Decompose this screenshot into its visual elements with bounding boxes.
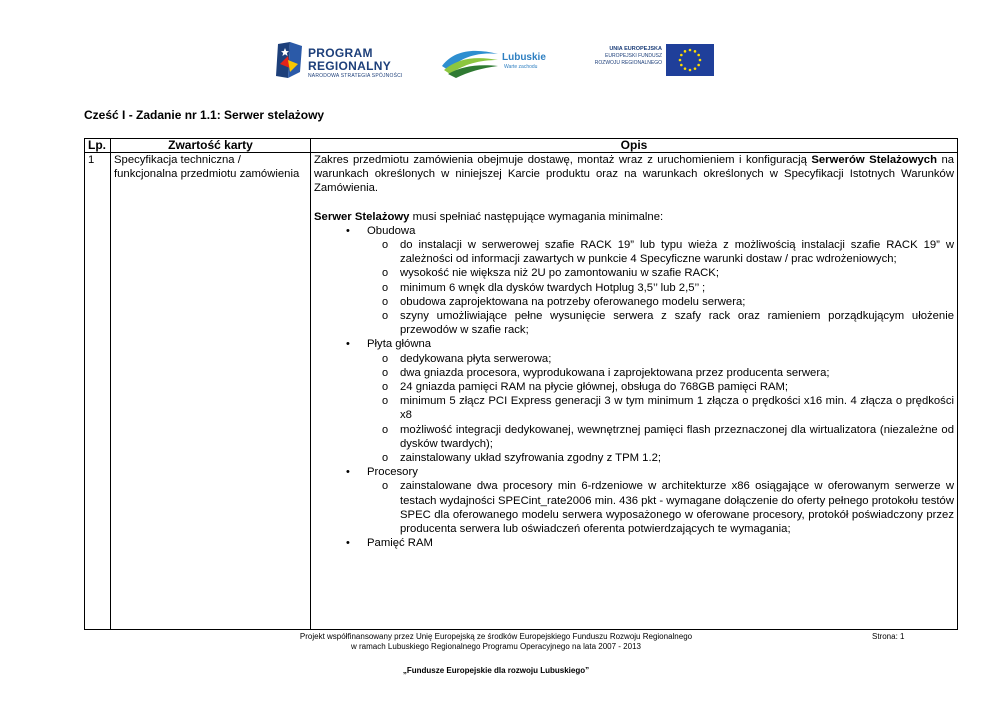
lubuskie-name: Lubuskie — [502, 52, 546, 63]
list-item — [314, 380, 954, 394]
row-description — [311, 153, 958, 630]
header-card-content: Zwartość karty — [111, 139, 311, 153]
eu-star-icon — [689, 49, 692, 52]
program-logo-line2: REGIONALNY — [308, 59, 392, 73]
circle-bullet-icon: o — [382, 366, 389, 379]
section-heading: Obudowa — [367, 224, 416, 237]
requirements-intro — [314, 210, 954, 224]
eu-star-icon — [684, 50, 687, 53]
eu-star-icon — [699, 59, 702, 62]
section-title: Cześć I - Zadanie nr 1.1: Serwer stelażowy — [84, 108, 325, 122]
list-item — [314, 352, 954, 366]
list-item — [314, 281, 954, 295]
eu-flag-icon — [666, 44, 714, 76]
footer-slogan: „Fundusze Europejskie dla rozwoju Lubuskiego” — [402, 666, 590, 675]
lubuskie-logo — [440, 44, 560, 78]
list-item-text: dedykowana płyta serwerowa; — [400, 352, 552, 365]
bullet-icon: • — [346, 338, 350, 351]
bullet-icon: • — [346, 537, 350, 550]
circle-bullet-icon: o — [382, 381, 389, 394]
product-card-table — [84, 138, 958, 630]
list-item — [314, 451, 954, 465]
eu-star-icon — [684, 67, 687, 70]
eu-star-icon — [694, 50, 697, 53]
program-regionalny-emblem-icon — [276, 42, 302, 78]
circle-bullet-icon: o — [382, 352, 389, 365]
header-lp: Lp. — [85, 139, 111, 153]
requirement-section — [314, 536, 954, 550]
page-number: Strona: 1 — [872, 632, 905, 641]
section-heading: Pamięć RAM — [367, 537, 433, 550]
list-item-text: minimum 5 złącz PCI Express generacji 3 w tym minimum 1 złącza o prędkości x16 min. 4 złącza o prędkości x8 — [400, 395, 954, 422]
list-item-text: zainstalowany układ szyfrowania zgodny z TPM 1.2; — [400, 452, 662, 465]
intro-text-before: Zakres przedmiotu zamówienia obejmuje dostawę, montaż wraz z uruchomieniem i konfiguracją — [314, 154, 812, 166]
circle-bullet-icon: o — [382, 267, 389, 280]
program-logo-line3: NARODOWA STRATEGIA SPÓJNOŚCI — [308, 73, 403, 79]
program-regionalny-logo — [276, 42, 426, 82]
row-card-content: Specyfikacja techniczna / funkcjonalna przedmiotu zamówienia — [111, 153, 311, 630]
requirement-section — [314, 337, 954, 351]
circle-bullet-icon: o — [382, 480, 389, 493]
list-item-text: do instalacji w serwerowej szafie RACK 19” lub typu wieża z możliwością instalacji szafie RACK 19” w zależności od informacji zawartych w punkcie 4 Specyficzne warunki dostaw / prac wdrożeniowych; — [400, 239, 954, 266]
list-item-text: obudowa zaprojektowana na potrzeby oferowanego modelu serwera; — [400, 295, 746, 308]
lubuskie-tagline: Warte zachodu — [504, 64, 538, 70]
row-lp: 1 — [85, 153, 111, 630]
list-item-text: szyny umożliwiające pełne wysunięcie serwera z szafy rack oraz ramieniem porządkującym ułożenie przewodów w szafie rack; — [400, 310, 954, 337]
circle-bullet-icon: o — [382, 395, 389, 408]
lubuskie-wave-icon — [440, 44, 500, 78]
list-item — [314, 423, 954, 451]
requirements-rest: musi spełniać następujące wymagania minimalne: — [409, 210, 664, 223]
eu-fund-logo — [578, 42, 718, 78]
eu-logo-line1: UNIA EUROPEJSKA — [609, 46, 662, 52]
intro-text-bold: Serwerów Stelażowych — [811, 154, 937, 166]
requirements-bold: Serwer Stelażowy — [314, 210, 410, 223]
eu-logo-line2: EUROPEJSKI FUNDUSZ — [605, 53, 662, 59]
circle-bullet-icon: o — [382, 239, 389, 252]
table-row — [85, 153, 958, 630]
list-item-text: 24 gniazda pamięci RAM na płycie głównej, obsługa do 768GB pamięci RAM; — [400, 381, 789, 394]
list-item-text: minimum 6 wnęk dla dysków twardych Hotplug 3,5’’ lub 2,5’’ ; — [400, 281, 706, 294]
program-logo-line1: PROGRAM — [308, 46, 373, 60]
eu-star-icon — [697, 54, 700, 57]
eu-star-icon — [689, 69, 692, 72]
circle-bullet-icon: o — [382, 295, 389, 308]
header-description: Opis — [311, 139, 958, 153]
section-heading: Procesory — [367, 466, 418, 479]
requirement-section — [314, 224, 954, 238]
circle-bullet-icon: o — [382, 310, 389, 323]
list-item — [314, 238, 954, 266]
eu-logo-text — [578, 46, 662, 67]
list-item — [314, 366, 954, 380]
footer-line1: Projekt współfinansowany przez Unię Europejską ze środków Europejskiego Funduszu Rozwoju Regionalnego — [299, 632, 693, 641]
list-item — [314, 394, 954, 422]
bullet-icon: • — [346, 224, 350, 237]
list-item — [314, 479, 954, 536]
eu-star-icon — [679, 59, 682, 62]
eu-star-icon — [694, 67, 697, 70]
eu-logo-line3: ROZWOJU REGIONALNEGO — [594, 60, 662, 66]
table-header-row — [85, 139, 958, 153]
eu-star-icon — [680, 64, 683, 67]
list-item — [314, 309, 954, 337]
intro-text-after: na warunkach określonych w niniejszej Karcie produktu oraz na warunkach określonych w Specyfikacji Istotnych Warunków Zamówienia. — [314, 154, 955, 195]
circle-bullet-icon: o — [382, 452, 389, 465]
list-item — [314, 295, 954, 309]
paragraph-gap — [314, 196, 954, 210]
list-item-text: dwa gniazda procesora, wyprodukowana i zaprojektowana przez producenta serwera; — [400, 366, 830, 379]
header-logos — [0, 40, 992, 84]
list-item — [314, 266, 954, 280]
footer-line2: w ramach Lubuskiego Regionalnego Programu Operacyjnego na lata 2007 - 2013 — [351, 642, 641, 651]
bullet-icon: • — [346, 466, 350, 479]
circle-bullet-icon: o — [382, 423, 389, 436]
intro-paragraph — [314, 153, 954, 196]
requirements-list — [314, 224, 954, 551]
circle-bullet-icon: o — [382, 281, 389, 294]
requirement-section — [314, 465, 954, 479]
list-item-text: możliwość integracji dedykowanej, wewnętrznej pamięci flash przeznaczonej dla wirtualizatora (niezależne od dysków twardych); — [400, 423, 954, 450]
eu-star-icon — [697, 64, 700, 67]
section-heading: Płyta główna — [367, 338, 432, 351]
list-item-text: wysokość nie większa niż 2U po zamontowaniu w szafie RACK; — [400, 267, 719, 280]
list-item-text: zainstalowane dwa procesory min 6-rdzeniowe w architekturze x86 osiągające w oferowanym serwerze w testach wydajności SPECint_rate2006 min. 436 pkt - wymagane dołączenie do oferty pełnego protokołu testów SPEC dla oferowanego modelu serwera wyposażonego w oferowane procesory, protokół poświadczony przez producenta serwera lub oświadczeń oferenta potwierdzających te wymagania; — [400, 480, 954, 536]
eu-star-icon — [680, 54, 683, 57]
